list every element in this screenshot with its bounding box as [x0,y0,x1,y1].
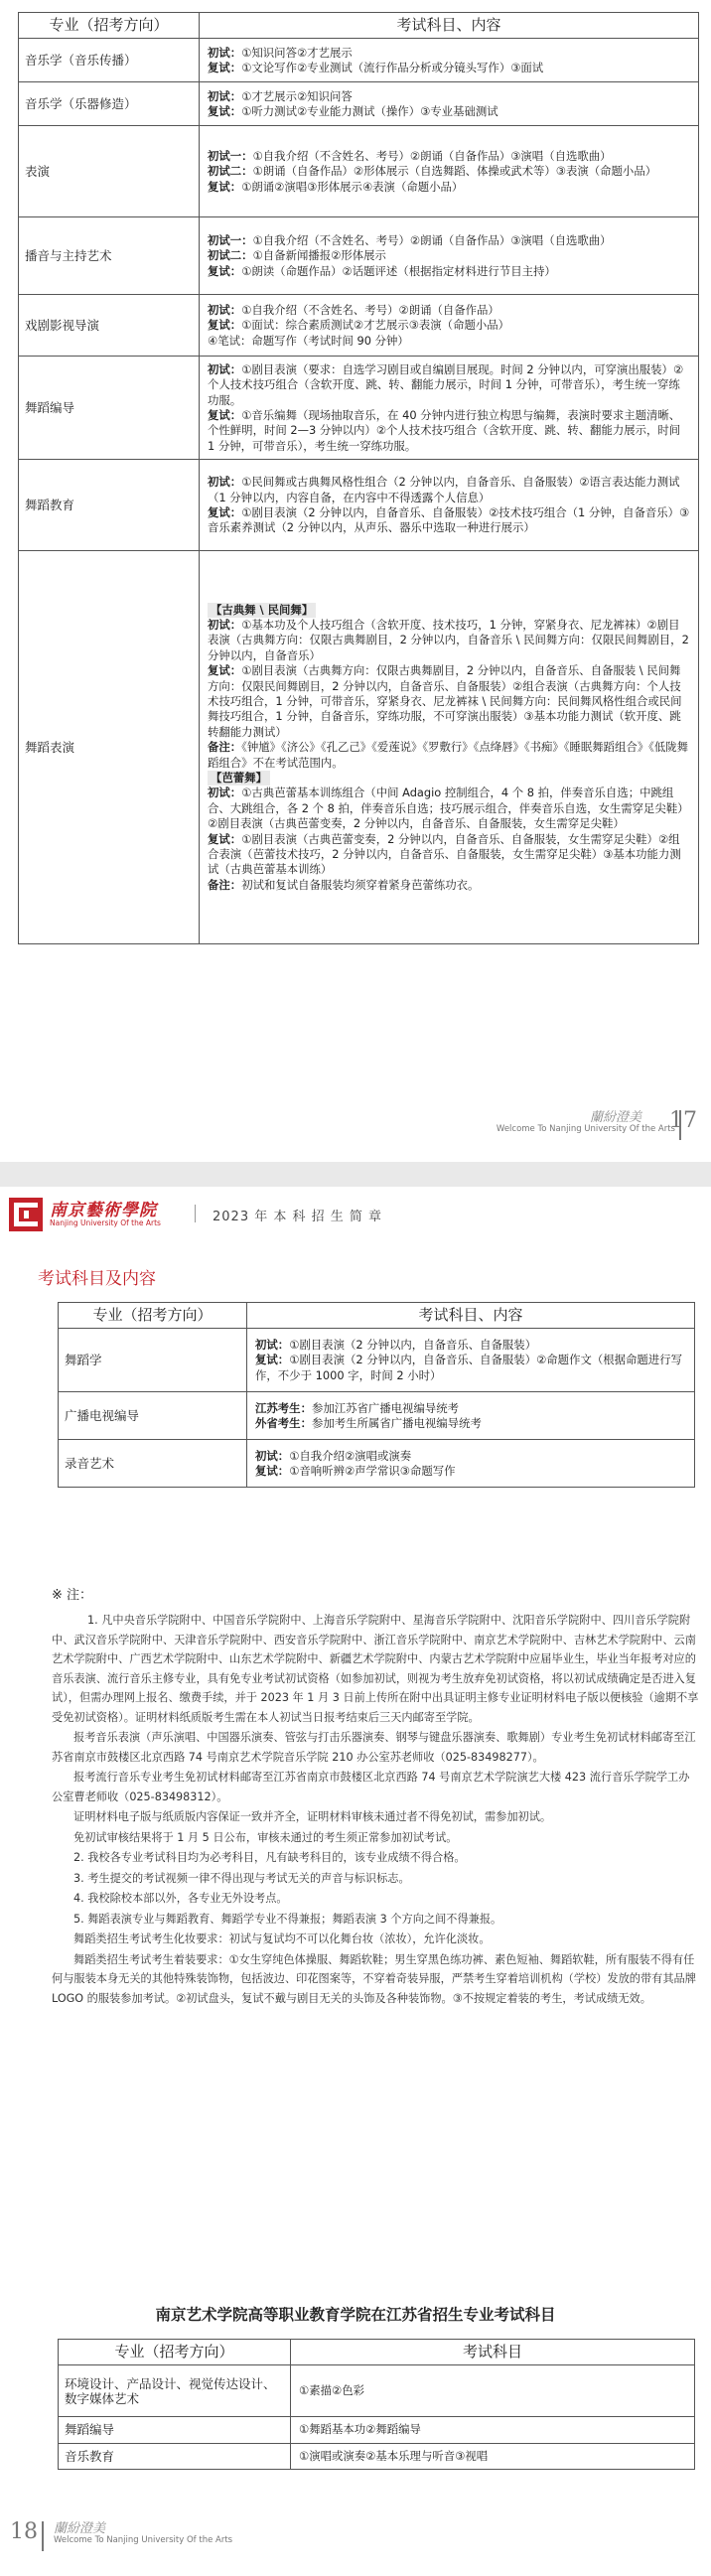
brochure-page-18 [0,1187,711,2576]
exam-stage-text: ①朗诵（自备作品）②形体展示（自选舞蹈、体操或武术等）③表演（命题小品） [252,164,657,179]
exam-line [208,164,690,179]
exam-stage-label: 初试： [208,361,242,376]
exam-stage-label: 复试： [208,831,242,846]
major-cell: 音乐教育 [59,2443,291,2469]
exam-line [208,771,690,786]
exam-stage-label: 初试一： [208,148,253,163]
exam-stage-label: 初试： [208,88,242,103]
exam-stage-label: 复试： [255,1463,290,1478]
exam-stage-label: 初试二： [208,248,253,263]
exam-line [208,46,690,61]
note-paragraph: 2. 我校各专业考试科目均为必考科目，凡有缺考科目的，该专业成绩不得合格。 [73,1851,466,1864]
university-logo-name: 南京藝術學院 [50,1201,157,1220]
exam-stage-text: 参加江苏省广播电视编导统考 [311,1400,460,1415]
exam-stage-text: ①朗读（命题作品）②话题评述（根据指定材料进行节目主持） [241,263,556,278]
brochure-page-17 [0,0,711,1162]
column-header-major: 专业（招考方向） [19,13,200,39]
exam-stage-text: ①面试：综合素质测试②才艺展示③表演（命题小品） [241,318,510,333]
exam-stage-label: 复试： [208,407,242,422]
table-row [19,357,699,460]
exam-stage-text: ①听力测试②专业能力测试（操作）③专业基础测试 [241,103,498,118]
exam-stage-text: ①古典芭蕾基本训练组合（中间 Adagio 控制组合，4 个 8 拍，伴奏音乐自选；中跳组合、大跳组合，各 2 个 8 拍，伴奏音乐自选；技巧展示组合，伴奏音乐自选，女生需穿足尖鞋）②剧目表演（古典芭蕾变奏，2 分钟以内，自备音乐、自备服装，女生需穿足尖鞋） [208,786,689,831]
exam-stage-text: ①剧目表演（2 分钟以内，自备音乐、自备服装）②技术技巧组合（1 分钟，自备音乐）③音乐素养测试（2 分钟以内，从声乐、器乐中选取一种进行展示） [208,504,690,535]
exam-table-2-body [59,1329,695,1488]
vocational-table [58,2339,695,2470]
major-cell: 录音艺术 [59,1440,247,1488]
exam-line [208,505,690,536]
exam-content-cell [200,39,699,82]
exam-line [208,180,690,195]
subject-cell: ①素描②色彩 [291,2365,695,2417]
page-number: 18 [10,2519,38,2544]
exam-content-cell [200,460,699,551]
table-row [59,2443,695,2469]
exam-line [208,832,690,878]
exam-stage-label: 复试： [255,1353,290,1367]
direction-heading: 【古典舞 \ 民间舞】 [208,603,316,618]
major-cell: 音乐学（音乐传播） [19,39,200,82]
exam-stage-label: 初试： [208,786,242,800]
exam-line [208,475,690,505]
exam-line [208,878,690,893]
exam-stage-label: 复试： [208,504,242,519]
exam-table-container [18,12,699,944]
major-cell: 舞蹈教育 [19,460,200,551]
exam-stage-label: 备注： [208,877,242,892]
major-cell: 播音与主持艺术 [19,217,200,295]
column-header-major: 专业（招考方向） [59,1303,247,1329]
table-row [59,2417,695,2443]
exam-line [208,303,690,318]
university-logo-english: Nanjing University Of the Arts [50,1218,161,1227]
exam-stage-text: 《钟馗》《济公》《孔乙己》《爱莲说》《罗敷行》《点绛唇》《书痴》《睡眠舞蹈组合》《低陇舞蹈组合》不在考试范围内。 [208,740,689,770]
exam-content-cell [200,126,699,217]
table-row [19,295,699,357]
exam-stage-text: ①音乐编舞（现场抽取音乐，在 40 分钟内进行独立构思与编舞，表演时要求主题清晰、个性鲜明，时间 2—3 分钟以内）②个人技术技巧组合（含软开度、跳、转、翻能力展示，时间 1 分钟，可带音乐），考生统一穿练功服。 [208,407,681,453]
exam-stage-text: ①剧目表演（2 分钟以内，自备音乐、自备服装） [289,1337,537,1352]
exam-stage-label: 复试： [208,179,242,194]
column-header-major: 专业（招考方向） [59,2340,291,2365]
exam-content-cell [200,82,699,126]
table-row [59,1392,695,1440]
exam-stage-label: 初试： [208,617,242,632]
exam-stage-label: 初试： [255,1337,290,1352]
major-cell: 舞蹈表演 [19,551,200,944]
exam-line [208,89,690,104]
table-header-row [59,2340,695,2365]
exam-stage-text: ①才艺展示②知识问答 [241,88,353,103]
exam-stage-text: ①音响听辨②声学常识③命题写作 [289,1463,456,1478]
page-footer [439,1106,697,1146]
exam-stage-label: 初试： [208,302,242,317]
page-footer [10,2517,308,2557]
note-paragraph: 1. 凡中央音乐学院附中、中国音乐学院附中、上海音乐学院附中、星海音乐学院附中、沈阳音乐学院附中、四川音乐学院附中、武汉音乐学院附中、天津音乐学院附中、西安音乐学院附中、浙江音乐学院附中、南京艺术学院附中、吉林艺术学院附中、云南艺术学院附中、广西艺术学院附中、山东艺术学院附中、新疆艺术学院附中、内蒙古艺术学院附中应届毕业生，毕业当年报考对应的音乐表演、流行音乐主修专业，具有免专业考试初试资格（如参加初试，则视为考生放弃免初试资格，将以初试成绩确定是否进入复试），但需办理网上报名、缴费手续，并于 2023 年 1 月 3 日前上传所在附中出具证明主修专业证明材料电子版以便核验（逾期不享受免初试资格）。证明材料纸质版考生需在本人初试当日报考结束后三天内邮寄至学院。 [52,1614,699,1724]
table-row [19,460,699,551]
table-header-row [19,13,699,39]
note-paragraph: 证明材料电子版与纸质版内容保证一致并齐全，证明材料审核未通过者不得免初试，需参加初试。 [73,1810,552,1823]
exam-table-2-container [58,1302,695,1488]
exam-content-cell [247,1329,695,1392]
exam-line [208,248,690,263]
major-cell: 戏剧影视导演 [19,295,200,357]
brochure-header [0,1187,711,1246]
exam-stage-text: 初试和复试自备服装均须穿着紧身芭蕾练功衣。 [241,877,480,892]
exam-stage-label: 复试： [208,60,242,74]
exam-line [255,1416,686,1431]
exam-stage-text: ④笔试：命题写作（考试时间 90 分钟） [208,333,409,348]
exam-stage-text: ①基本功及个人技巧组合（含软开度、技术技巧，1 分钟，穿紧身衣、尼龙裤袜）②剧目表演（古典舞方向：仅限古典舞剧目，2 分钟以内，自备音乐 \ 民间舞方向：仅限民间舞剧目，2 分钟以内，自备音乐） [208,617,689,662]
exam-stage-label: 初试： [208,45,242,60]
vocational-title: 南京艺术学院高等职业教育学院在江苏省招生专业考试科目 [155,2306,556,2324]
exam-line [255,1353,686,1383]
exam-stage-label: 初试一： [208,232,253,247]
exam-stage-text: ①朗诵②演唱③形体展示④表演（命题小品） [241,179,464,194]
notes-list [52,1611,699,2008]
major-cell: 舞蹈编导 [19,357,200,460]
column-header-content: 考试科目、内容 [247,1303,695,1329]
exam-content-cell [200,551,699,944]
exam-line [208,334,690,349]
footer-welcome-text: Welcome To Nanjing University Of the Arts [496,1124,675,1134]
table-row [59,2365,695,2417]
exam-line [208,740,690,771]
exam-stage-text: ①自我介绍（不含姓名、考号）②朗诵（自备作品）③演唱（自选歌曲） [252,232,612,247]
exam-stage-label: 复试： [208,103,242,118]
exam-line [208,61,690,75]
exam-stage-text: ①自备新闻播报②形体展示 [252,248,386,263]
exam-stage-text: ①剧目表演（要求：自选学习剧目或自编剧目展现。时间 2 分钟以内，可穿演出服装）②个人技术技巧组合（含软开度、跳、转、翻能力展示，时间 1 分钟，可带音乐），考生统一穿练功服。 [208,361,684,407]
exam-stage-text: ①自我介绍②演唱或演奏 [289,1448,412,1463]
exam-stage-label: 备注： [208,740,242,755]
exam-line [208,318,690,333]
exam-stage-text: ①剧目表演（古典芭蕾变奏，2 分钟以内，自备音乐、自备服装，女生需穿足尖鞋）②组合表演（芭蕾技术技巧，2 分钟以内，自备音乐、自备服装，女生需穿足尖鞋）③基本功能力测试（古典芭蕾基本训练） [208,831,681,877]
exam-stage-text: ①剧目表演（古典舞方向：仅限古典舞剧目，2 分钟以内，自备音乐、自备服装 \ 民间舞方向：仅限民间舞剧目，2 分钟以内，自备音乐、自备服装）②组合表演（古典舞方向：个人技术技巧组合，1 分钟，可带音乐，穿紧身衣、尼龙裤袜 \ 民间舞方向：民间舞风格性组合或民间舞技巧组合，1 分钟，自备音乐，穿练功服，不可穿演出服装）③基本功能力测试（软开度、跳转翻能力测试） [208,663,682,739]
exam-line [208,264,690,279]
exam-content-cell [247,1392,695,1440]
table-row [19,126,699,217]
exam-stage-label: 复试： [208,663,242,678]
exam-line [255,1464,686,1479]
exam-content-cell [247,1440,695,1488]
exam-line [208,149,690,164]
major-cell: 广播电视编导 [59,1392,247,1440]
exam-stage-label: 初试二： [208,164,253,179]
exam-stage-text: ①自我介绍（不含姓名、考号）②朗诵（自备作品） [241,302,499,317]
exam-stage-text: 参加考生所属省广播电视编导统考 [311,1415,482,1430]
footer-divider [42,2521,44,2551]
notes-section [52,1584,699,2009]
exam-stage-label: 江苏考生： [255,1400,312,1415]
page-number: 17 [669,1108,697,1133]
notes-title: ※ 注： [52,1588,93,1603]
note-paragraph: 4. 我校除校本部以外，各专业无外设考点。 [73,1892,288,1905]
exam-content-cell [200,357,699,460]
note-paragraph: 报考流行音乐专业考生免初试材料邮寄至江苏省南京市鼓楼区北京西路 74 号南京艺术学院演艺大楼 423 流行音乐学院学工办公室曹老师收（025-83498312）。 [52,1771,690,1803]
exam-stage-text: ①知识问答②才艺展示 [241,45,353,60]
footer-welcome-text: Welcome To Nanjing University Of the Arts [54,2535,233,2545]
note-paragraph: 3. 考生提交的考试视频一律不得出现与考试无关的声音与标识标志。 [73,1871,410,1885]
university-seal-icon [8,1197,44,1232]
exam-stage-label: 复试： [208,263,242,278]
column-header-content: 考试科目、内容 [200,13,699,39]
brochure-title: 2023 年 本 科 招 生 简 章 [213,1210,383,1224]
direction-heading: 【芭蕾舞】 [208,771,270,786]
vocational-table-container [58,2339,695,2470]
column-header-subject: 考试科目 [291,2340,695,2365]
table-row [59,1440,695,1488]
exam-stage-label: 外省考生： [255,1415,312,1430]
exam-line [208,408,690,454]
table-row [19,217,699,295]
note-paragraph: 报考音乐表演（声乐演唱、中国器乐演奏、管弦与打击乐器演奏、钢琴与键盘乐器演奏、歌舞剧）专业考生免初试材料邮寄至江苏省南京市鼓楼区北京西路 74 号南京艺术学院音乐学院 210 办公室苏老师收（025-83498277）。 [52,1731,696,1764]
major-cell: 表演 [19,126,200,217]
subject-cell: ①演唱或演奏②基本乐理与听音③视唱 [291,2443,695,2469]
note-paragraph: 舞蹈类招生考试考生着装要求：①女生穿纯色体操服、舞蹈软鞋；男生穿黑色练功裤、素色短袖、舞蹈软鞋，所有服装不得有任何与服装本身无关的其他特殊装饰物，包括波边、印花图案等，不穿着奇装异服，严禁考生穿着培训机构（学校）发放的带有其品牌 LOGO 的服装参加考试。②初试盘头，复试不戴与剧目无关的头饰及各种装饰物。③不按规定着装的考生，考试成绩无效。 [52,1952,696,2005]
exam-content-cell [200,295,699,357]
exam-line [208,603,690,618]
exam-table [18,12,699,944]
exam-stage-label: 复试： [208,318,242,333]
table-row [59,1329,695,1392]
exam-line [208,362,690,408]
major-cell: 舞蹈学 [59,1329,247,1392]
exam-stage-text: ①剧目表演（2 分钟以内，自备音乐、自备服装）②命题作文（根据命题进行写作，不少于 1000 字，时间 2 小时） [255,1353,682,1382]
exam-stage-text: ①民间舞或古典舞风格性组合（2 分钟以内，自备音乐、自备服装）②语言表达能力测试（1 分钟以内，内容自备，在内容中不得透露个人信息） [208,475,680,504]
exam-stage-label: 初试： [255,1448,290,1463]
major-cell: 音乐学（乐器修造） [19,82,200,126]
exam-content-cell [200,217,699,295]
exam-table-2 [58,1302,695,1488]
vocational-table-body [59,2365,695,2470]
table-header-row [59,1303,695,1329]
major-cell: 环境设计、产品设计、视觉传达设计、数字媒体艺术 [59,2365,291,2417]
footer-script-text: 蘭紛澄美 [54,2521,106,2536]
exam-line [208,233,690,248]
note-paragraph: 5. 舞蹈表演专业与舞蹈教育、舞蹈学专业不得兼报；舞蹈表演 3 个方向之间不得兼报。 [73,1912,502,1926]
exam-stage-text: ①文论写作②专业测试（流行作品分析或分镜头写作）③面试 [241,60,544,74]
subject-cell: ①舞蹈基本功②舞蹈编导 [291,2417,695,2443]
note-paragraph: 免初试审核结果将于 1 月 5 日公布，审核未通过的考生须正常参加初试考试。 [73,1830,458,1844]
exam-stage-text: ①自我介绍（不含姓名、考号）②朗诵（自备作品）③演唱（自选歌曲） [252,148,612,163]
footer-script-text: 蘭紛澄美 [589,1110,641,1125]
section-title: 考试科目及内容 [38,1269,156,1289]
exam-line [255,1449,686,1464]
table-row [19,82,699,126]
exam-line [208,663,690,740]
exam-line [255,1338,686,1353]
exam-stage-label: 初试： [208,475,242,490]
note-paragraph: 舞蹈类招生考试考生化妆要求：初试与复试均不可以化舞台妆（浓妆），允许化淡妆。 [73,1932,491,1945]
major-cell: 舞蹈编导 [59,2417,291,2443]
exam-line [208,786,690,831]
exam-line [208,618,690,663]
table-row [19,39,699,82]
table-row [19,551,699,944]
exam-line [208,104,690,119]
exam-table-body [19,39,699,944]
header-divider [195,1205,196,1222]
exam-line [255,1401,686,1416]
